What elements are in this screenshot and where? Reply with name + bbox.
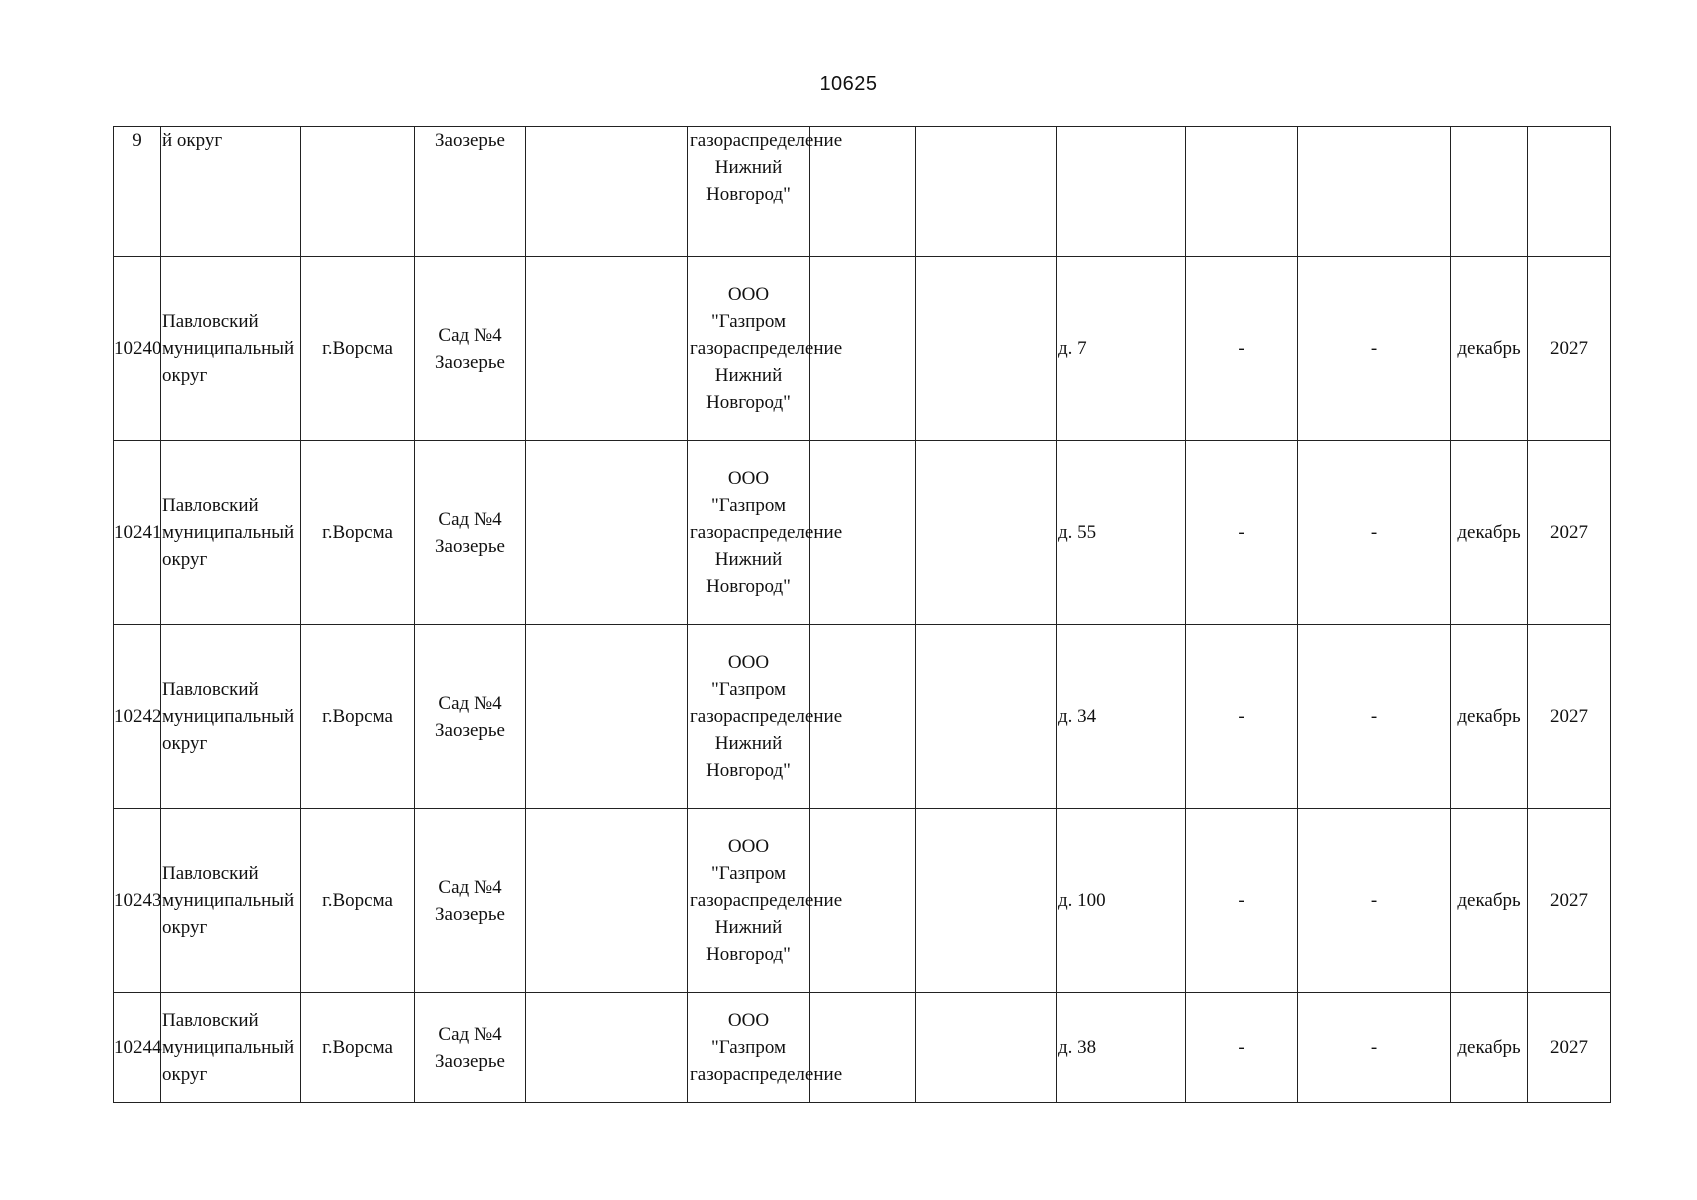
house-cell: д. 100: [1057, 809, 1186, 993]
org-cell: ООО "Газпром газораспределение Нижний Новгород": [688, 625, 810, 809]
empty-cell: [526, 993, 688, 1103]
register-table: [113, 126, 1611, 1103]
dash-cell: -: [1186, 441, 1298, 625]
table-row: [114, 441, 1611, 625]
month-cell: декабрь: [1451, 809, 1528, 993]
house-cell: д. 55: [1057, 441, 1186, 625]
street-cell: Сад №4 Заозерье: [415, 625, 526, 809]
table-row: [114, 993, 1611, 1103]
dash-cell: -: [1186, 809, 1298, 993]
month-cell: декабрь: [1451, 993, 1528, 1103]
table-row: [114, 625, 1611, 809]
row-number: 10241: [114, 441, 161, 625]
empty-cell: [526, 127, 688, 257]
settlement-cell: г.Ворсма: [301, 809, 415, 993]
dash-cell: -: [1298, 809, 1451, 993]
street-cell: Сад №4 Заозерье: [415, 809, 526, 993]
table-row: [114, 257, 1611, 441]
org-cell: ООО "Газпром газораспределение: [688, 993, 810, 1103]
dash-cell: -: [1186, 257, 1298, 441]
settlement-cell: г.Ворсма: [301, 993, 415, 1103]
empty-cell: [916, 441, 1057, 625]
dash-cell: [1298, 127, 1451, 257]
row-number: 10242: [114, 625, 161, 809]
table-row: [114, 127, 1611, 257]
table-row: [114, 809, 1611, 993]
year-cell: 2027: [1528, 625, 1611, 809]
empty-cell: [916, 257, 1057, 441]
empty-cell: [916, 809, 1057, 993]
empty-cell: [810, 993, 916, 1103]
district-cell: Павловский муниципальный округ: [161, 441, 301, 625]
house-cell: д. 34: [1057, 625, 1186, 809]
street-cell: Заозерье: [415, 127, 526, 257]
empty-cell: [526, 809, 688, 993]
month-cell: декабрь: [1451, 625, 1528, 809]
row-number: 10244: [114, 993, 161, 1103]
empty-cell: [916, 993, 1057, 1103]
empty-cell: [526, 625, 688, 809]
empty-cell: [916, 127, 1057, 257]
page-number: 10625: [819, 73, 878, 95]
dash-cell: -: [1298, 441, 1451, 625]
dash-cell: [1186, 127, 1298, 257]
dash-cell: -: [1298, 257, 1451, 441]
row-number: 9: [114, 127, 161, 257]
month-cell: декабрь: [1451, 257, 1528, 441]
org-cell: ООО "Газпром газораспределение Нижний Новгород": [688, 441, 810, 625]
house-cell: д. 38: [1057, 993, 1186, 1103]
empty-cell: [526, 257, 688, 441]
row-number: 10240: [114, 257, 161, 441]
district-cell: Павловский муниципальный округ: [161, 809, 301, 993]
street-cell: Сад №4 Заозерье: [415, 993, 526, 1103]
dash-cell: -: [1186, 625, 1298, 809]
street-cell: Сад №4 Заозерье: [415, 441, 526, 625]
dash-cell: -: [1298, 993, 1451, 1103]
org-cell: ООО "Газпром газораспределение Нижний Новгород": [688, 257, 810, 441]
dash-cell: -: [1298, 625, 1451, 809]
org-cell: ООО "Газпром газораспределение Нижний Новгород": [688, 809, 810, 993]
settlement-cell: г.Ворсма: [301, 257, 415, 441]
year-cell: [1528, 127, 1611, 257]
district-cell: Павловский муниципальный округ: [161, 993, 301, 1103]
street-cell: Сад №4 Заозерье: [415, 257, 526, 441]
district-cell: Павловский муниципальный округ: [161, 625, 301, 809]
house-cell: [1057, 127, 1186, 257]
empty-cell: [526, 441, 688, 625]
district-cell: й округ: [161, 127, 301, 257]
empty-cell: [916, 625, 1057, 809]
year-cell: 2027: [1528, 257, 1611, 441]
month-cell: декабрь: [1451, 441, 1528, 625]
district-cell: Павловский муниципальный округ: [161, 257, 301, 441]
year-cell: 2027: [1528, 441, 1611, 625]
org-cell: газораспределение Нижний Новгород": [688, 127, 810, 257]
settlement-cell: г.Ворсма: [301, 625, 415, 809]
settlement-cell: [301, 127, 415, 257]
year-cell: 2027: [1528, 809, 1611, 993]
dash-cell: -: [1186, 993, 1298, 1103]
settlement-cell: г.Ворсма: [301, 441, 415, 625]
house-cell: д. 7: [1057, 257, 1186, 441]
month-cell: [1451, 127, 1528, 257]
year-cell: 2027: [1528, 993, 1611, 1103]
row-number: 10243: [114, 809, 161, 993]
